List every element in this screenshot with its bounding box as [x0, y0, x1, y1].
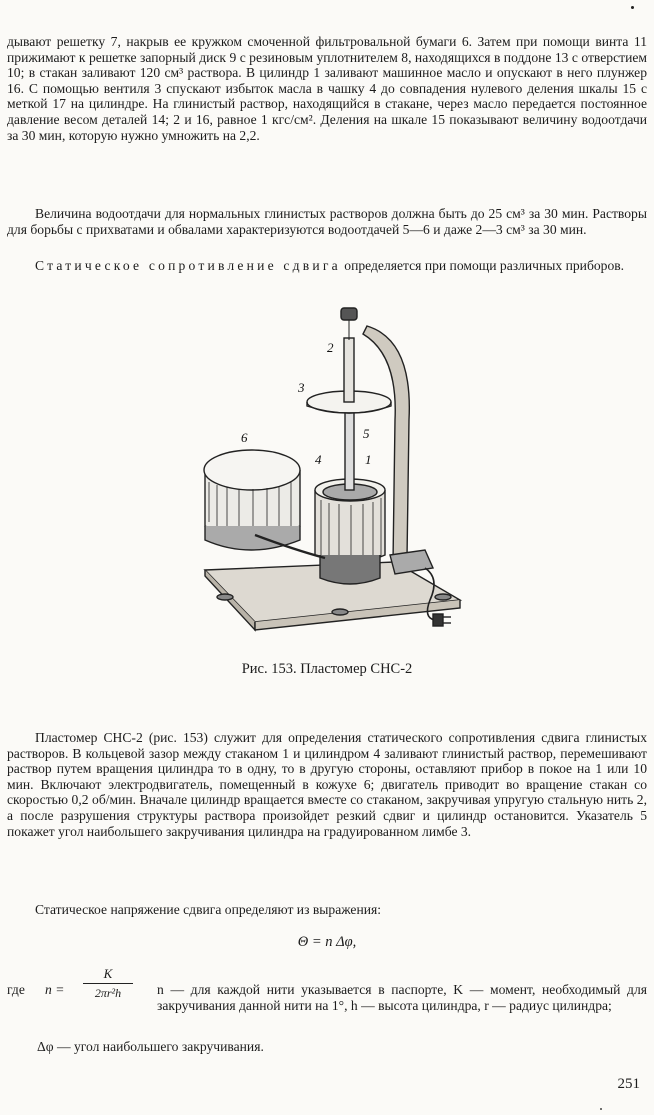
- label-3: 3: [298, 380, 305, 395]
- speck-mark-bottom: [600, 1108, 602, 1110]
- water-loss-text: Величина водоотдачи для нормальных глинистых растворов должна быть до 25 см³ за 30 мин. Растворы для борьбы с прихватами и обвалами характеризуются водоотдачей 5—6 и даже 2—3 см³ за 30 мин.: [7, 206, 647, 237]
- top-knob: [341, 308, 357, 320]
- fraction: [73, 966, 143, 1001]
- formula-intro-text: Статическое напряжение сдвига определяют из выражения:: [35, 902, 382, 917]
- formula-intro: [7, 902, 647, 918]
- n-equals: n =: [45, 982, 65, 997]
- label-6: 6: [241, 430, 248, 445]
- shear-formula: Θ = n Δφ,: [297, 934, 357, 950]
- label-4: 4: [315, 452, 322, 467]
- page-number: 251: [617, 1076, 640, 1092]
- intro-paragraph: дывают решетку 7, накрыв ее кружком смоченной фильтровальной бумаги 6. Затем при помощи винта 11 прижимают к решетке запорный диск 9 с резиновым уплотнителем 8, находящихся в поддоне 13 с отверстием 10; в стакан заливают 120 см³ раствора. В цилиндр 1 заливают машинное масло и опускают в него плунжер 16. С помощью вентиля 3 спускают избыток масла в чашку 4 до совпадения нулевого деления шкалы 15 с меткой 17 на цилиндре. На глинистый раствор, находящийся в стакане, через масло передается постоянное давление весом деталей 14; 2 и 16, равное 1 кгс/см². Деления на шкале 15 показывают величину водоотдачи за 30 мин, которую нужно умножить на 2,2.: [7, 34, 647, 143]
- figure-caption: Рис. 153. Пластомер СНС-2: [241, 661, 413, 677]
- label-5: 5: [363, 426, 370, 441]
- static-resistance-rest-text: определяется при помощи различных приборов.: [344, 258, 625, 273]
- fraction-denominator: 2πr²h: [94, 986, 122, 1000]
- static-resistance-paragraph: [7, 258, 647, 274]
- plastometer-text: Пластомер СНС-2 (рис. 153) служит для определения статического сопротивления сдвига глинистых растворов. В кольцевой зазор между стаканом 1 и цилиндром 4 заливают глинистый раствор, перемешивают раствор путем вращения цилиндра то в одну, то в другую стороны, оставляют прибор в покое на 1 или 10 мин. Включают электродвигатель, помещенный в кожухе 6; двигатель приводит во вращение стакан со скоростью 0,2 об/мин. Вначале цилиндр вращается вместе со стаканом, закручивая упругую стальную нить 2, а после разрушения структуры раствора произойдет резкий сдвиг и цилиндр остановится. Указатель 5 покажет угол наибольшего закручивания цилиндра на градуированном лимбе 3.: [7, 730, 647, 839]
- fraction-numerator: K: [103, 966, 113, 981]
- where-label: где: [7, 982, 25, 997]
- water-loss-paragraph: [7, 206, 647, 237]
- plastometer-paragraph: [7, 730, 647, 839]
- speck-mark: [631, 6, 634, 9]
- n-definition: n — для каждой нити указывается в паспорте, K — момент, необходимый для закручивания данной нити на 1°, h — высота цилиндра, r — радиус цилиндра;: [157, 982, 647, 1013]
- plastometer-figure: [195, 300, 465, 645]
- fraction-bar: [83, 983, 133, 984]
- label-2: 2: [327, 340, 334, 355]
- static-resistance-spaced-text: Статическое сопротивление сдвига: [35, 258, 341, 273]
- dphi-definition: Δφ — угол наибольшего закручивания.: [37, 1039, 264, 1054]
- label-1: 1: [365, 452, 372, 467]
